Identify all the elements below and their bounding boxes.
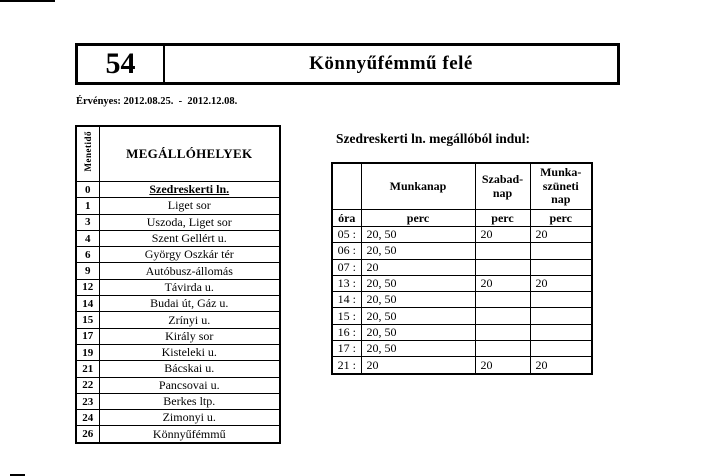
departure-hour: 06 : xyxy=(332,243,361,259)
departure-hour: 05 : xyxy=(332,227,361,243)
departure-minutes-restday xyxy=(475,292,530,308)
hour-column-spacer xyxy=(332,163,361,210)
departure-row xyxy=(332,308,592,324)
stop-travel-time: 6 xyxy=(76,247,99,263)
departure-minutes-workday: 20 xyxy=(361,259,475,275)
departure-minutes-restday xyxy=(475,308,530,324)
stop-name: Liget sor xyxy=(99,198,280,214)
stops-row xyxy=(76,296,280,312)
departure-minutes-holiday xyxy=(530,324,592,340)
stops-row xyxy=(76,410,280,426)
stop-name: Autóbusz-állomás xyxy=(99,263,280,279)
departure-hour: 15 : xyxy=(332,308,361,324)
departure-minutes-holiday xyxy=(530,259,592,275)
departure-minutes-workday: 20, 50 xyxy=(361,341,475,357)
stops-header-row xyxy=(76,126,280,182)
validity-text: Érvényes: 2012.08.25. - 2012.12.08. xyxy=(76,96,238,107)
stop-name: Pancsovai u. xyxy=(99,377,280,393)
stop-name: Kisteleki u. xyxy=(99,344,280,360)
stop-name: Szedreskerti ln. xyxy=(99,182,280,198)
departure-row xyxy=(332,227,592,243)
stop-travel-time: 4 xyxy=(76,230,99,246)
stop-travel-time: 14 xyxy=(76,296,99,312)
stops-row xyxy=(76,361,280,377)
stops-row xyxy=(76,344,280,360)
stop-name: Könnyűfémmű xyxy=(99,426,280,443)
departure-minutes-workday: 20 xyxy=(361,357,475,374)
departure-minutes-restday xyxy=(475,259,530,275)
departure-minutes-holiday: 20 xyxy=(530,357,592,374)
departure-minutes-workday: 20, 50 xyxy=(361,308,475,324)
stop-name: Szent Gellért u. xyxy=(99,230,280,246)
departure-row xyxy=(332,341,592,357)
departure-minutes-restday: 20 xyxy=(475,357,530,374)
departure-minutes-holiday: 20 xyxy=(530,275,592,291)
departure-hour: 07 : xyxy=(332,259,361,275)
stops-row xyxy=(76,377,280,393)
stop-name: Budai út, Gáz u. xyxy=(99,296,280,312)
route-header xyxy=(75,43,620,85)
departure-row xyxy=(332,357,592,374)
stop-travel-time: 24 xyxy=(76,410,99,426)
departure-minutes-workday: 20, 50 xyxy=(361,243,475,259)
departure-row xyxy=(332,259,592,275)
stop-name: Király sor xyxy=(99,328,280,344)
stops-row xyxy=(76,182,280,198)
stop-travel-time: 21 xyxy=(76,361,99,377)
scan-artifact-top-left xyxy=(0,0,55,2)
departures-unit-header-row xyxy=(332,210,592,227)
stop-name: Bácskai u. xyxy=(99,361,280,377)
holiday-column-header: Munka-szüneti nap xyxy=(530,163,592,210)
travel-time-header-cell xyxy=(76,126,99,182)
departure-minutes-restday: 20 xyxy=(475,275,530,291)
stop-travel-time: 9 xyxy=(76,263,99,279)
stop-name: Zimonyi u. xyxy=(99,410,280,426)
workday-minutes-label: perc xyxy=(361,210,475,227)
stop-travel-time: 17 xyxy=(76,328,99,344)
travel-time-header-label: Menetidő xyxy=(82,131,93,172)
stop-name: Uszoda, Liget sor xyxy=(99,214,280,230)
stops-row xyxy=(76,247,280,263)
stops-row xyxy=(76,328,280,344)
stop-travel-time: 12 xyxy=(76,279,99,295)
stops-row xyxy=(76,230,280,246)
departure-minutes-workday: 20, 50 xyxy=(361,275,475,291)
departure-minutes-holiday: 20 xyxy=(530,227,592,243)
stop-travel-time: 23 xyxy=(76,393,99,409)
stop-travel-time: 3 xyxy=(76,214,99,230)
stops-row xyxy=(76,312,280,328)
stop-travel-time: 22 xyxy=(76,377,99,393)
stop-travel-time: 0 xyxy=(76,182,99,198)
stops-table-body xyxy=(76,182,280,443)
stop-name: Berkes ltp. xyxy=(99,393,280,409)
departure-minutes-holiday xyxy=(530,292,592,308)
stops-row xyxy=(76,393,280,409)
departure-minutes-restday: 20 xyxy=(475,227,530,243)
departure-minutes-holiday xyxy=(530,308,592,324)
workday-column-header: Munkanap xyxy=(361,163,475,210)
stops-header-label: MEGÁLLÓHELYEK xyxy=(99,126,280,182)
stop-travel-time: 1 xyxy=(76,198,99,214)
holiday-minutes-label: perc xyxy=(530,210,592,227)
stop-travel-time: 26 xyxy=(76,426,99,443)
stop-travel-time: 19 xyxy=(76,344,99,360)
departures-heading: Szedreskerti ln. megállóból indul: xyxy=(336,131,531,146)
departures-table-body xyxy=(332,227,592,374)
departure-hour: 21 : xyxy=(332,357,361,374)
route-number: 54 xyxy=(78,46,165,82)
stops-row xyxy=(76,279,280,295)
stop-name: Zrínyi u. xyxy=(99,312,280,328)
departure-row xyxy=(332,324,592,340)
departure-minutes-restday xyxy=(475,341,530,357)
stops-table xyxy=(75,125,281,444)
departure-hour: 17 : xyxy=(332,341,361,357)
departure-minutes-workday: 20, 50 xyxy=(361,324,475,340)
hour-label: óra xyxy=(332,210,361,227)
stops-row xyxy=(76,214,280,230)
departure-hour: 16 : xyxy=(332,324,361,340)
stops-row xyxy=(76,263,280,279)
stops-row xyxy=(76,426,280,443)
departure-hour: 13 : xyxy=(332,275,361,291)
departure-hour: 14 : xyxy=(332,292,361,308)
restday-column-header: Szabad-nap xyxy=(475,163,530,210)
departure-minutes-workday: 20, 50 xyxy=(361,292,475,308)
departures-table xyxy=(331,162,593,375)
stop-name: Távirda u. xyxy=(99,279,280,295)
restday-minutes-label: perc xyxy=(475,210,530,227)
stops-row xyxy=(76,198,280,214)
departure-row xyxy=(332,292,592,308)
departure-minutes-restday xyxy=(475,324,530,340)
stop-travel-time: 15 xyxy=(76,312,99,328)
departure-row xyxy=(332,275,592,291)
departure-minutes-restday xyxy=(475,243,530,259)
departure-row xyxy=(332,243,592,259)
departures-daytype-header-row xyxy=(332,163,592,210)
route-title: Könnyűfémmű felé xyxy=(309,53,473,74)
departure-minutes-holiday xyxy=(530,341,592,357)
departure-minutes-holiday xyxy=(530,243,592,259)
departure-minutes-workday: 20, 50 xyxy=(361,227,475,243)
stop-name: György Oszkár tér xyxy=(99,247,280,263)
